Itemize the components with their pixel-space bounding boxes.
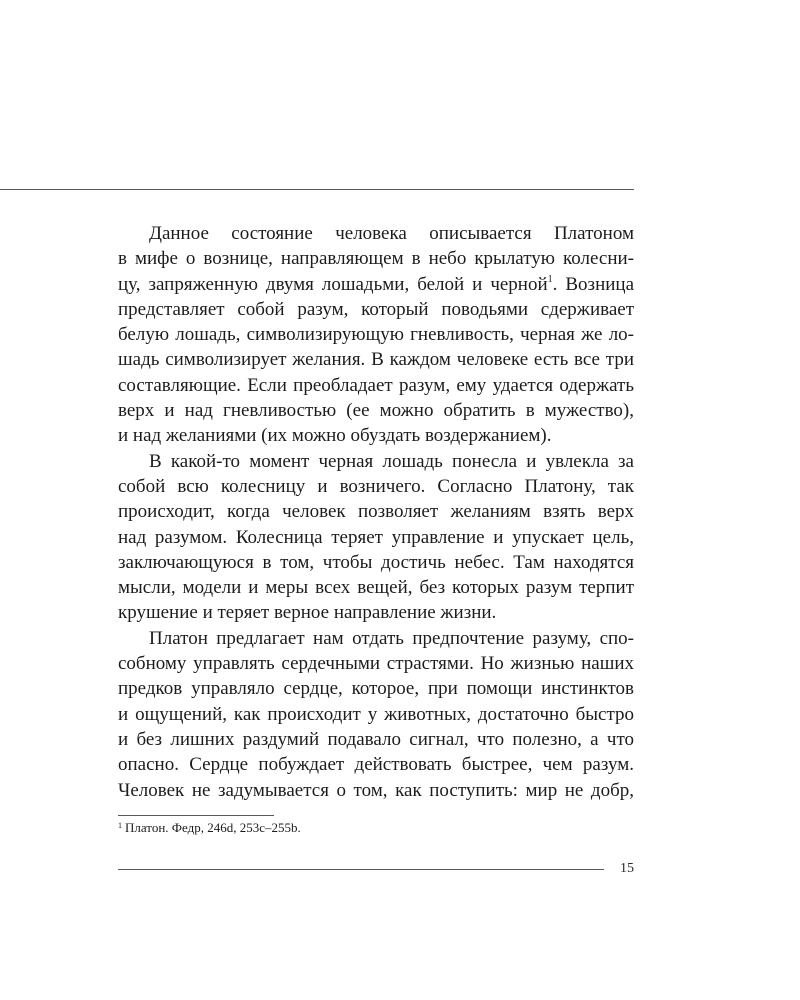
paragraph-2 <box>118 449 634 626</box>
text-line: происходит, когда человек позволяет желаниям взять верх <box>118 501 634 523</box>
text-line: мысли, модели и меры всех вещей, без которых разум терпит <box>118 577 634 599</box>
text-line-with-footnote <box>118 272 634 297</box>
text-line: предков управляло сердце, которое, при помощи инстинктов <box>118 678 634 700</box>
footnote-text: Платон. Федр, 246d, 253c–255b. <box>125 820 301 835</box>
footnote-separator <box>118 815 274 816</box>
text-line: собному управлять сердечными страстями. Но жизнью наших <box>118 653 634 675</box>
bottom-rule <box>118 869 604 870</box>
footnote-reference[interactable]: 1 <box>547 273 553 285</box>
text-line: шадь символизирует желания. В каждом человеке есть все три <box>118 349 634 371</box>
text-line: составляющие. Если преобладает разум, ему удается одержать <box>118 374 634 396</box>
footnote <box>118 819 301 837</box>
body-text <box>118 221 634 803</box>
text-line: крушение и теряет верное направление жизни. <box>118 602 497 624</box>
text-line: над разумом. Колесница теряет управление и упускает цель, <box>118 526 634 548</box>
paragraph-1 <box>118 221 634 449</box>
text-line: и ощущений, как происходит у животных, достаточно быстро <box>118 703 634 725</box>
text-line: заключающуюся в том, чтобы достичь небес. Там находятся <box>118 551 634 573</box>
text-line: и над желаниями (их можно обуздать воздержанием). <box>118 425 552 447</box>
text-line: опасно. Сердце побуждает действовать быстрее, чем разум. <box>118 754 634 776</box>
text-line: Платон предлагает нам отдать предпочтение разуму, спо- <box>149 627 634 649</box>
paragraph-3 <box>118 626 634 803</box>
page-number: 15 <box>620 861 634 876</box>
text-line: собой всю колесницу и возничего. Согласно Платону, так <box>118 475 634 497</box>
text-fragment: . Возница <box>552 273 635 295</box>
text-fragment: цу, запряженную двумя лошадьми, белой и черной <box>118 273 548 295</box>
text-line: представляет собой разум, который поводьями сдерживает <box>118 298 634 320</box>
text-line: Человек не задумывается о том, как поступить: мир не добр, <box>118 779 634 801</box>
text-line: верх и над гневливостью (ее можно обратить в мужество), <box>118 400 634 422</box>
text-line: В какой-то момент черная лошадь понесла и увлекла за <box>149 450 634 472</box>
top-rule <box>0 189 634 190</box>
text-line: и без лишних раздумий подавало сигнал, что полезно, а что <box>118 728 634 750</box>
footnote-marker: 1 <box>118 821 122 830</box>
text-line: в мифе о вознице, направляющем в небо крылатую колесни- <box>118 248 634 270</box>
text-line: белую лошадь, символизирующую гневливость, черная же ло- <box>118 324 634 346</box>
text-line: Данное состояние человека описывается Платоном <box>149 223 634 244</box>
